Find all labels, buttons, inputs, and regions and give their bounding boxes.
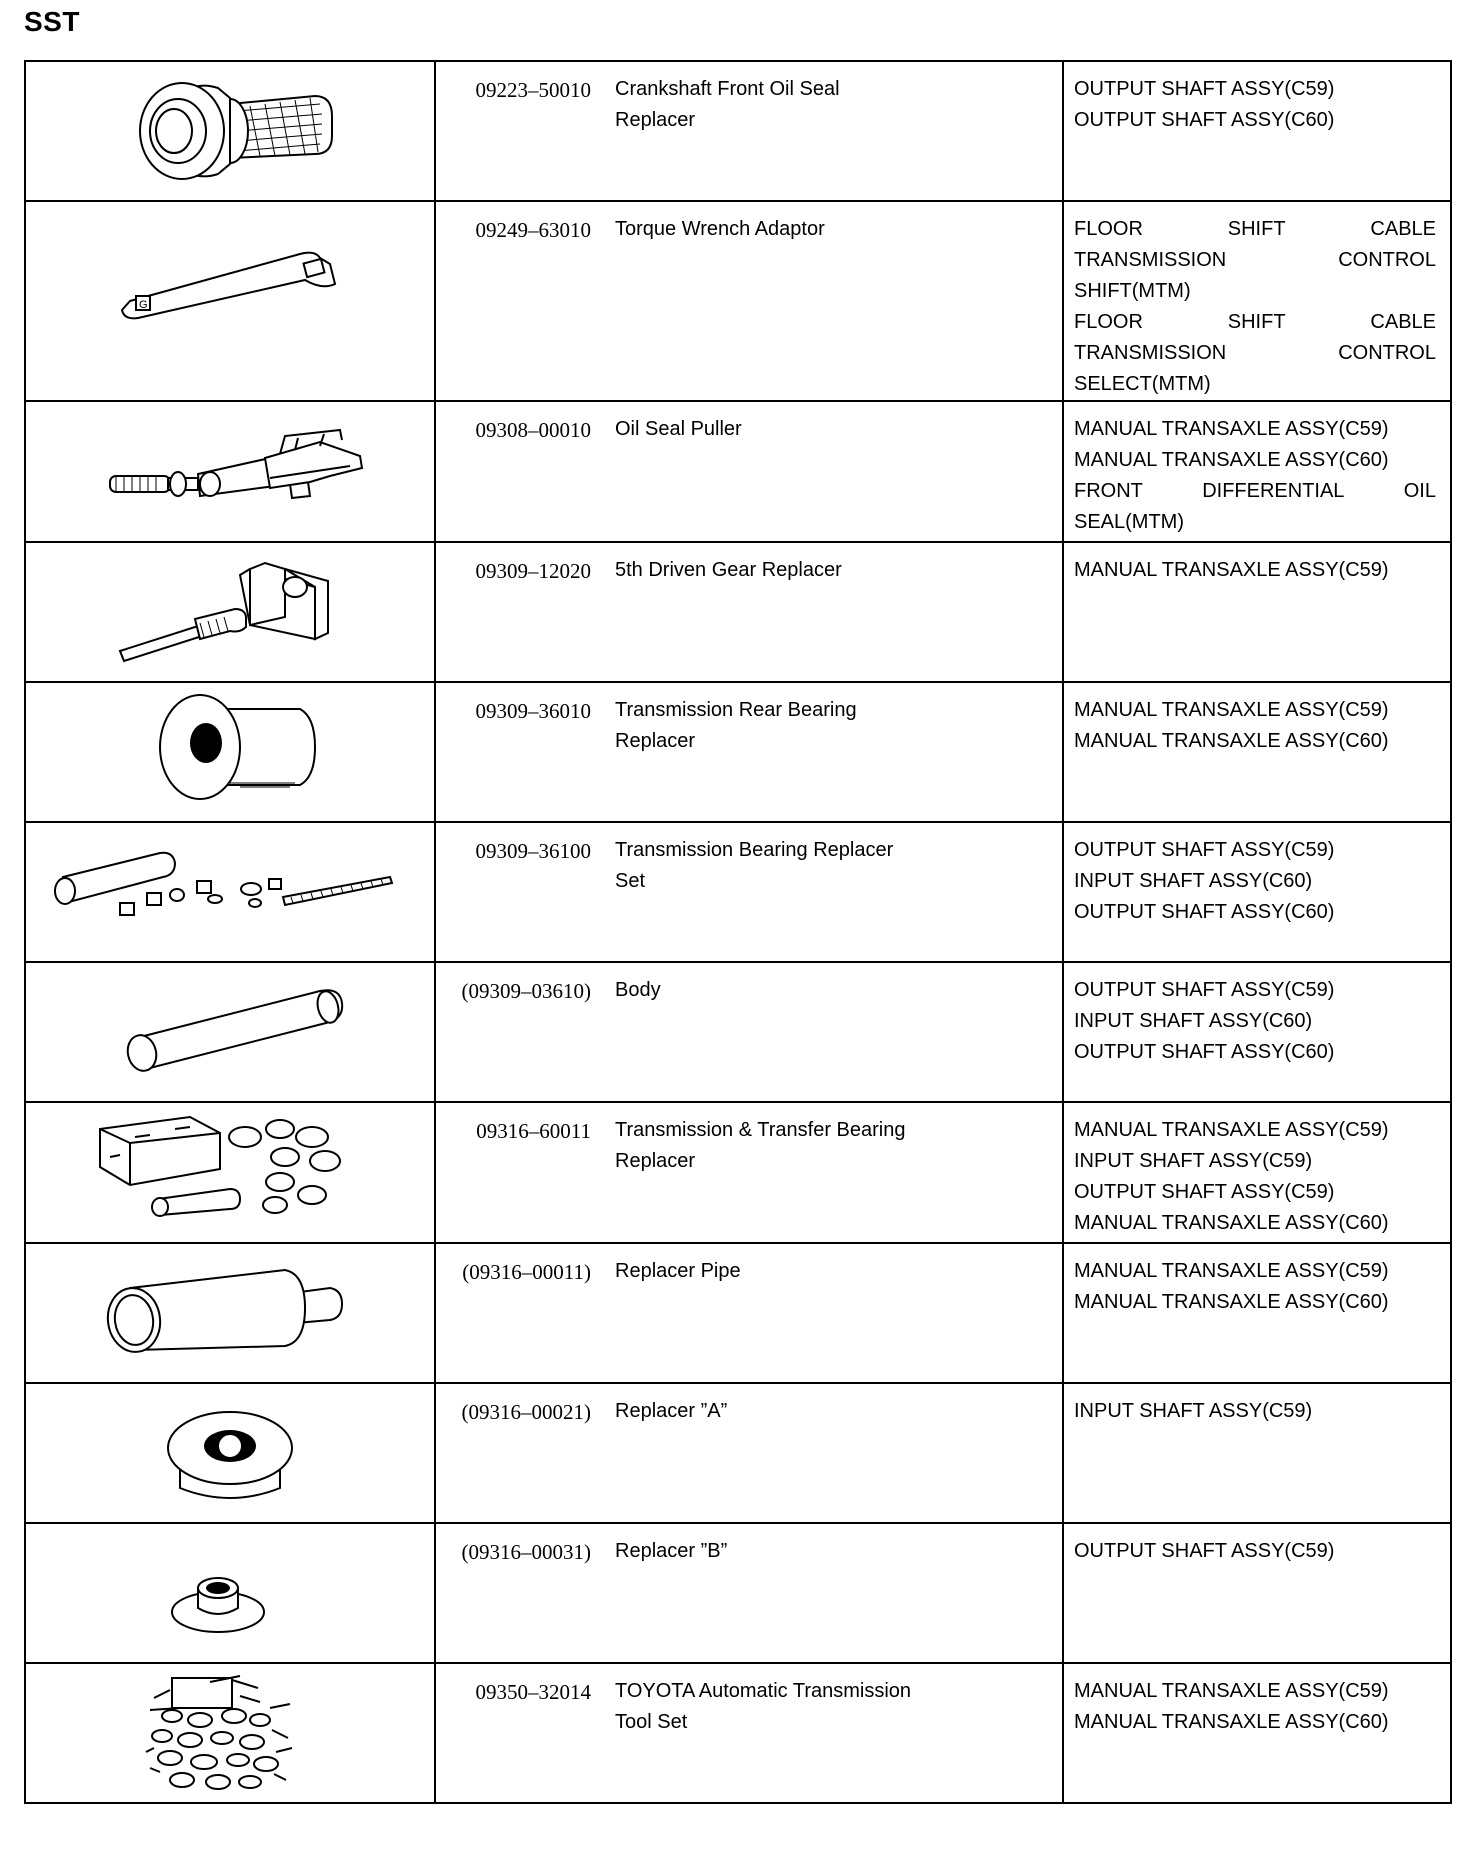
tool-name-cell <box>615 1663 1063 1803</box>
applicable-assemblies-cell <box>1063 1383 1451 1523</box>
part-number-cell <box>435 822 615 962</box>
part-number-cell <box>435 542 615 682</box>
applicable-assembly: OUTPUT SHAFT ASSY(C60) <box>1074 1041 1335 1063</box>
part-number-cell <box>435 401 615 542</box>
assembly-word: CONTROL <box>1338 342 1436 364</box>
assembly-word: CABLE <box>1370 218 1436 240</box>
automatic-transmission-tool-set-icon <box>110 1668 350 1798</box>
tool-name-line: Oil Seal Puller <box>615 418 742 440</box>
bearing-replacer-set-icon <box>35 827 425 957</box>
tool-illustration-cell <box>25 1523 435 1663</box>
applicable-assembly: OUTPUT SHAFT ASSY(C59) <box>1074 839 1335 861</box>
assembly-word: OIL <box>1403 480 1436 502</box>
applicable-assembly: SELECT(MTM) <box>1074 373 1211 395</box>
part-number-cell <box>435 962 615 1102</box>
tool-name-cell <box>615 401 1063 542</box>
tool-row <box>25 1663 1451 1803</box>
part-number-cell <box>435 1243 615 1383</box>
tool-row <box>25 822 1451 962</box>
applicable-assembly: MANUAL TRANSAXLE ASSY(C59) <box>1074 1260 1389 1282</box>
part-number-cell <box>435 1102 615 1243</box>
applicable-assembly: MANUAL TRANSAXLE ASSY(C60) <box>1074 1212 1389 1234</box>
replacer-a-icon <box>100 1388 360 1518</box>
applicable-assembly: MANUAL TRANSAXLE ASSY(C60) <box>1074 730 1389 752</box>
tool-row <box>25 1243 1451 1383</box>
applicable-assembly <box>1074 338 1436 369</box>
applicable-assemblies-cell <box>1063 682 1451 822</box>
applicable-assemblies-cell <box>1063 962 1451 1102</box>
applicable-assembly <box>1074 476 1436 507</box>
sst-table <box>24 60 1452 1804</box>
applicable-assembly: MANUAL TRANSAXLE ASSY(C59) <box>1074 418 1389 440</box>
tool-row <box>25 61 1451 201</box>
tool-name-cell <box>615 201 1063 401</box>
gear-replacer-icon <box>100 547 360 677</box>
assembly-word: TRANSMISSION <box>1074 342 1227 364</box>
part-number: (09316–00021) <box>461 1400 591 1424</box>
assembly-word: FLOOR <box>1074 311 1143 333</box>
tool-name-line: Transmission Bearing Replacer <box>615 839 894 861</box>
tool-name-line: Replacer ”B” <box>615 1540 728 1562</box>
tool-name-line: Replacer ”A” <box>615 1400 728 1422</box>
applicable-assembly: OUTPUT SHAFT ASSY(C60) <box>1074 109 1335 131</box>
assembly-word: SHIFT <box>1227 311 1286 333</box>
tool-row <box>25 1383 1451 1523</box>
tool-name-cell <box>615 61 1063 201</box>
tool-illustration-cell <box>25 201 435 401</box>
part-number: (09309–03610) <box>461 979 591 1003</box>
tool-row <box>25 542 1451 682</box>
applicable-assemblies-cell <box>1063 201 1451 401</box>
tool-illustration-cell <box>25 1383 435 1523</box>
applicable-assembly: MANUAL TRANSAXLE ASSY(C60) <box>1074 1291 1389 1313</box>
applicable-assembly: INPUT SHAFT ASSY(C60) <box>1074 870 1313 892</box>
tool-name-line: Replacer <box>615 109 696 131</box>
applicable-assemblies-cell <box>1063 822 1451 962</box>
applicable-assembly: MANUAL TRANSAXLE ASSY(C60) <box>1074 449 1389 471</box>
applicable-assembly: SEAL(MTM) <box>1074 511 1184 533</box>
part-number: 09350–32014 <box>475 1680 591 1704</box>
applicable-assembly: MANUAL TRANSAXLE ASSY(C59) <box>1074 559 1389 581</box>
part-number-cell <box>435 682 615 822</box>
tool-name-line: Transmission & Transfer Bearing <box>615 1119 906 1141</box>
tool-illustration-cell <box>25 61 435 201</box>
part-number-cell <box>435 201 615 401</box>
applicable-assembly: MANUAL TRANSAXLE ASSY(C60) <box>1074 1711 1389 1733</box>
oil-seal-puller-icon <box>80 406 380 536</box>
tool-name-cell <box>615 682 1063 822</box>
tool-illustration-cell <box>25 542 435 682</box>
tool-row <box>25 401 1451 542</box>
applicable-assembly: SHIFT(MTM) <box>1074 280 1191 302</box>
tool-name-cell <box>615 1102 1063 1243</box>
tool-name-cell <box>615 1243 1063 1383</box>
tool-illustration-cell <box>25 962 435 1102</box>
applicable-assemblies-cell <box>1063 1243 1451 1383</box>
part-number: 09309–36010 <box>475 699 591 723</box>
applicable-assembly: OUTPUT SHAFT ASSY(C59) <box>1074 979 1335 1001</box>
part-number: 09308–00010 <box>475 418 591 442</box>
part-number: 09249–63010 <box>475 218 591 242</box>
tool-illustration-cell <box>25 1663 435 1803</box>
applicable-assemblies-cell <box>1063 61 1451 201</box>
tool-illustration-cell <box>25 682 435 822</box>
applicable-assembly: OUTPUT SHAFT ASSY(C59) <box>1074 78 1335 100</box>
tool-name-line: Replacer <box>615 1150 696 1172</box>
toolbox-set-icon <box>80 1107 380 1237</box>
applicable-assembly: OUTPUT SHAFT ASSY(C59) <box>1074 1181 1335 1203</box>
tool-illustration-cell <box>25 401 435 542</box>
tool-name-cell <box>615 822 1063 962</box>
tool-name-line: Replacer <box>615 730 696 752</box>
assembly-word: DIFFERENTIAL <box>1202 480 1345 502</box>
part-number-cell <box>435 1663 615 1803</box>
applicable-assembly: MANUAL TRANSAXLE ASSY(C59) <box>1074 1680 1389 1702</box>
applicable-assemblies-cell <box>1063 1523 1451 1663</box>
part-number-cell <box>435 1523 615 1663</box>
tool-name-line: TOYOTA Automatic Transmission <box>615 1680 912 1702</box>
applicable-assembly <box>1074 307 1436 338</box>
applicable-assembly <box>1074 214 1436 245</box>
tool-name-line: Transmission Rear Bearing <box>615 699 857 721</box>
body-pipe-icon <box>100 967 360 1097</box>
replacer-b-icon <box>100 1528 360 1658</box>
applicable-assemblies-cell <box>1063 1663 1451 1803</box>
tool-name-line: Crankshaft Front Oil Seal <box>615 78 840 100</box>
bearing-replacer-icon <box>100 687 360 817</box>
replacer-pipe-icon <box>80 1248 380 1378</box>
tool-name-cell <box>615 542 1063 682</box>
assembly-word: SHIFT <box>1227 218 1286 240</box>
applicable-assemblies-cell <box>1063 542 1451 682</box>
tool-name-line: Torque Wrench Adaptor <box>615 218 825 240</box>
part-number-cell <box>435 1383 615 1523</box>
tool-name-line: Replacer Pipe <box>615 1260 741 1282</box>
tool-name-cell <box>615 1523 1063 1663</box>
applicable-assembly: OUTPUT SHAFT ASSY(C59) <box>1074 1540 1335 1562</box>
applicable-assemblies-cell <box>1063 1102 1451 1243</box>
part-number: (09316–00011) <box>462 1260 591 1284</box>
tool-name-line: Body <box>615 979 661 1001</box>
tool-row <box>25 962 1451 1102</box>
applicable-assembly: INPUT SHAFT ASSY(C59) <box>1074 1150 1313 1172</box>
part-number: 09309–12020 <box>475 559 591 583</box>
applicable-assembly: INPUT SHAFT ASSY(C60) <box>1074 1010 1313 1032</box>
oil-seal-replacer-icon <box>110 66 350 196</box>
tool-illustration-cell <box>25 1102 435 1243</box>
applicable-assembly: MANUAL TRANSAXLE ASSY(C59) <box>1074 699 1389 721</box>
assembly-word: FLOOR <box>1074 218 1143 240</box>
assembly-word: CONTROL <box>1338 249 1436 271</box>
tool-name-cell <box>615 1383 1063 1523</box>
part-number: (09316–00031) <box>461 1540 591 1564</box>
svg-text:G: G <box>139 299 148 311</box>
tool-row <box>25 1102 1451 1243</box>
applicable-assembly: MANUAL TRANSAXLE ASSY(C59) <box>1074 1119 1389 1141</box>
page-title: SST <box>24 6 80 37</box>
tool-illustration-cell <box>25 822 435 962</box>
assembly-word: FRONT <box>1074 480 1143 502</box>
torque-wrench-adaptor-icon <box>100 206 360 336</box>
tool-row <box>25 201 1451 401</box>
part-number: 09223–50010 <box>475 78 591 102</box>
tool-row <box>25 1523 1451 1663</box>
part-number-cell <box>435 61 615 201</box>
tool-illustration-cell <box>25 1243 435 1383</box>
tool-name-line: Tool Set <box>615 1711 688 1733</box>
part-number: 09316–60011 <box>476 1119 591 1143</box>
part-number: 09309–36100 <box>475 839 591 863</box>
tool-name-cell <box>615 962 1063 1102</box>
applicable-assembly: INPUT SHAFT ASSY(C59) <box>1074 1400 1313 1422</box>
applicable-assembly: OUTPUT SHAFT ASSY(C60) <box>1074 901 1335 923</box>
tool-row <box>25 682 1451 822</box>
applicable-assembly <box>1074 245 1436 276</box>
assembly-word: CABLE <box>1370 311 1436 333</box>
assembly-word: TRANSMISSION <box>1074 249 1227 271</box>
tool-name-line: Set <box>615 870 646 892</box>
applicable-assemblies-cell <box>1063 401 1451 542</box>
tool-name-line: 5th Driven Gear Replacer <box>615 559 842 581</box>
